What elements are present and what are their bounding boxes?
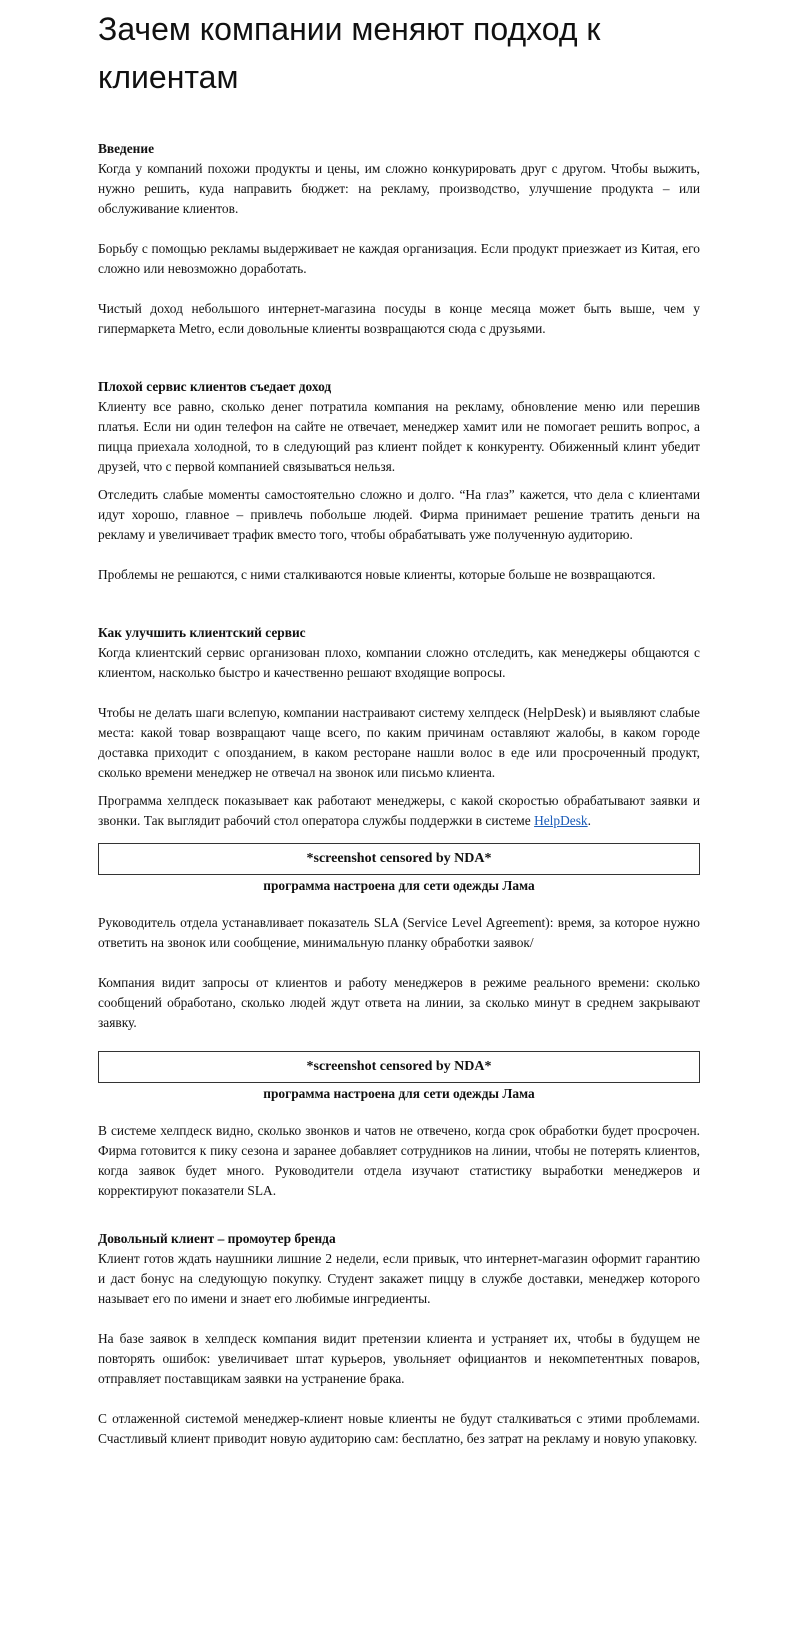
section-heading: Плохой сервис клиентов съедает доход	[98, 379, 332, 394]
image-caption: программа настроена для сети одежды Лама	[263, 1086, 535, 1101]
paragraph: На базе заявок в хелпдеск компания видит претензии клиента и устраняет их, чтобы в будущем не повторять ошибок: увеличивает штат курьеров, увольняет официантов и некомпетентных поваров, отправляет поставщикам заявки на устранение брака.	[98, 1331, 700, 1386]
section-heading: Как улучшить клиентский сервис	[98, 625, 306, 640]
paragraph: Проблемы не решаются, с ними сталкиваются новые клиенты, которые больше не возвращаются.	[98, 567, 656, 582]
paragraph: Чтобы не делать шаги вслепую, компании настраивают систему хелпдеск (HelpDesk) и выявляют слабые места: какой товар возвращают чаще всего, по каким причинам оставляют жалобы, в каком городе доставка приходит с опозданием, в каком ресторане нашли волос в еде или просроченный продукт, сколько времени менеджер не отвечал на звонок или письмо клиента.	[98, 705, 700, 780]
screenshot-placeholder: *screenshot censored by NDA*	[98, 843, 700, 875]
screenshot-placeholder: *screenshot censored by NDA*	[98, 1051, 700, 1083]
paragraph: Клиенту все равно, сколько денег потратила компания на рекламу, обновление меню или перешив платья. Если ни один телефон на сайте не отвечает, менеджер хамит или не помогает решить вопрос, а пицца приехала холодной, то в следующий раз клиент пойдет к конкуренту. Обиженный клинт убедит друзей, что с первой компанией связываться нельзя.	[98, 399, 700, 474]
page-title: Зачем компании меняют подход к клиентам	[98, 11, 601, 95]
paragraph: Компания видит запросы от клиентов и работу менеджеров в режиме реального времени: сколько сообщений обработано, сколько людей ждут ответа на линии, за сколько минут в среднем закрывают заявку.	[98, 975, 700, 1030]
paragraph: С отлаженной системой менеджер-клиент новые клиенты не будут сталкиваться с этими проблемами. Счастливый клиент приводит новую аудиторию сам: бесплатно, без затрат на рекламу и новую упаковку.	[98, 1411, 700, 1446]
section-improve	[98, 623, 700, 1201]
paragraph: Чистый доход небольшого интернет-магазина посуды в конце месяца может быть выше, чем у гипермаркета Metro, если довольные клиенты возвращаются сюда с друзьями.	[98, 301, 700, 336]
paragraph	[98, 791, 700, 831]
paragraph-end: .	[587, 813, 591, 828]
article	[98, 0, 700, 1449]
paragraph-text: Программа хелпдеск показывает как работают менеджеры, с какой скоростью обрабатывают заявки и звонки. Так выглядит рабочий стол оператора службы поддержки в системе	[98, 793, 700, 828]
paragraph: Руководитель отдела устанавливает показатель SLA (Service Level Agreement): время, за которое нужно ответить на звонок или сообщение, минимальную планку обработки заявок/	[98, 915, 700, 950]
paragraph: Когда у компаний похожи продукты и цены, им сложно конкурировать друг с другом. Чтобы выжить, нужно решить, куда направить бюджет: на рекламу, производство, улучшение продукта – или обслуживание клиентов.	[98, 161, 700, 216]
image-caption: программа настроена для сети одежды Лама	[263, 878, 535, 893]
paragraph: Клиент готов ждать наушники лишние 2 недели, если привык, что интернет-магазин оформит гарантию и даст бонус на следующую покупку. Студент закажет пиццу в службе доставки, менеджер которого называет его по имени и знает его любимые ингредиенты.	[98, 1251, 700, 1306]
section-heading: Довольный клиент – промоутер бренда	[98, 1231, 336, 1246]
section-bad-service	[98, 377, 700, 585]
paragraph: В системе хелпдеск видно, сколько звонков и чатов не отвечено, когда срок обработки будет просрочен. Фирма готовится к пику сезона и заранее добавляет сотрудников на линии, чтобы не потерять клиентов, когда заявок будет много. Руководители отдела изучают статистику выработки менеджеров и корректируют показатели SLA.	[98, 1123, 700, 1198]
section-heading: Введение	[98, 141, 155, 156]
section-promoter	[98, 1229, 700, 1449]
paragraph: Когда клиентский сервис организован плохо, компании сложно отследить, как менеджеры общаются с клиентом, насколько быстро и качественно решают входящие вопросы.	[98, 645, 700, 680]
section-intro	[98, 139, 700, 339]
paragraph: Отследить слабые моменты самостоятельно сложно и долго. “На глаз” кажется, что дела с клиентами идут хорошо, главное – привлечь побольше людей. Фирма принимает решение тратить деньги на рекламу и увеличивает трафик вместо того, чтобы обрабатывать уже полученную аудиторию.	[98, 487, 700, 542]
helpdesk-link[interactable]: HelpDesk	[534, 813, 588, 828]
paragraph: Борьбу с помощью рекламы выдерживает не каждая организация. Если продукт приезжает из Китая, его сложно или невозможно доработать.	[98, 241, 700, 276]
